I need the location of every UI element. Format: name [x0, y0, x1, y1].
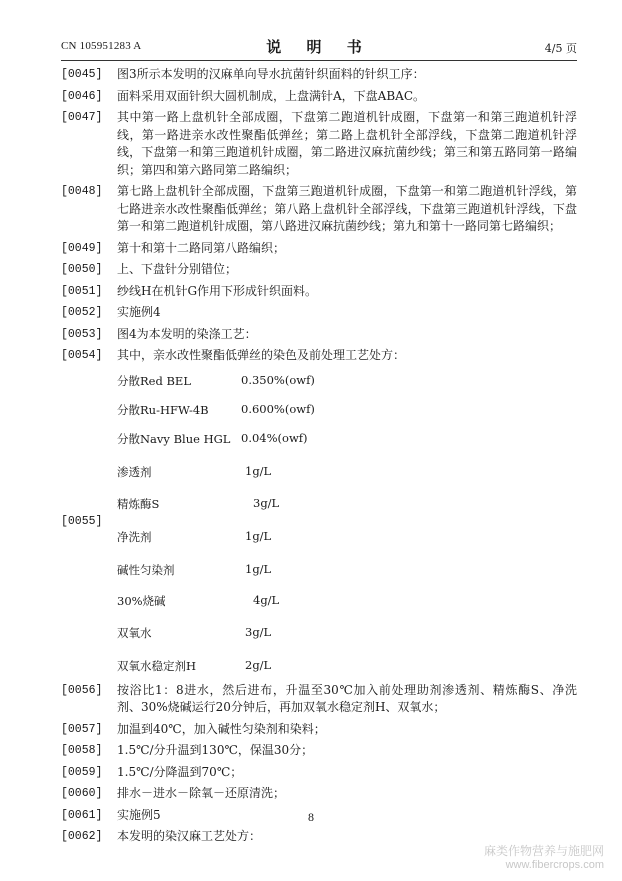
paragraph [61, 240, 577, 258]
paragraph [61, 88, 577, 106]
paragraph [61, 347, 577, 365]
paragraph-text: 1.5℃/分降温到70℃； [117, 764, 243, 779]
paragraph-text: 按浴比1：8进水，然后进布，升温至30℃加入前处理助剂渗透剂、精炼酶S、净洗剂、30%烧碱运行20分钟后，再加双氧水稳定剂H、双氧水； [117, 682, 577, 714]
paragraph-text: 纱线H在机针G作用下形成针织面料。 [117, 283, 318, 298]
watermark [484, 842, 604, 871]
paragraph-number: [0059] [61, 765, 103, 779]
header-rule [61, 60, 577, 61]
paragraphs-top [61, 66, 577, 365]
ingredient-name: 分散Ru-HFW-4B [117, 402, 209, 417]
paragraph-text: 图4为本发明的染涤工艺： [117, 326, 257, 341]
ingredient-name: 渗透剂 [117, 464, 152, 479]
paragraph-number: [0058] [61, 744, 103, 757]
paragraph-text: 上、下盘针分别错位； [117, 262, 238, 276]
paragraph-number: [0054] [61, 349, 103, 362]
paragraph-number: [0056] [61, 683, 103, 697]
page-number: 8 [308, 810, 314, 824]
watermark-url: www.fibercrops.com [505, 859, 604, 871]
paragraph-number: [0057] [61, 722, 103, 736]
paragraph-text: 其中，亲水改性聚酯低弹丝的染色及前处理工艺处方： [117, 348, 406, 362]
paragraph-text: 面料采用双面针织大圆机制成，上盘满针A，下盘ABAC。 [117, 88, 426, 103]
paragraph [61, 283, 577, 301]
paragraph-text: 图3所示本发明的汉麻单向导水抗菌针织面料的针织工序： [117, 67, 425, 81]
paragraph-number: [0047] [61, 111, 103, 124]
paragraph-number: [0053] [61, 327, 103, 341]
ingredient-name: 净洗剂 [117, 529, 152, 544]
ingredient-dosage: 3g/L [253, 495, 280, 510]
paragraph-number: [0060] [61, 787, 103, 800]
document-title: 说 明 书 [266, 38, 372, 56]
paragraph [61, 183, 577, 236]
paragraph-number: [0046] [61, 89, 103, 103]
paragraph-text: 第七路上盘机针全部成圈，下盘第三跑道机针成圈，下盘第一和第二跑道机针浮线，第七路进亲水改性聚酯低弹丝；第八路上盘机针全部浮线，下盘第三跑道机针浮线，下盘第一和第二跑道机针成圈，第八路进汉麻抗菌纱线；第九和第十一路同第七路编织； [117, 184, 577, 233]
ingredient-name: 分散Red BEL [117, 373, 191, 388]
paragraph [61, 682, 577, 717]
paragraph-number: [0062] [61, 830, 103, 843]
ingredient-dosage: 0.04%(owf) [241, 430, 308, 445]
paragraph-number: [0048] [61, 185, 103, 198]
paragraph [61, 326, 577, 344]
page-count: 4/5 页 [544, 42, 577, 55]
paragraph-number: [0049] [61, 241, 103, 255]
ingredient-dosage: 1g/L [245, 528, 272, 543]
paragraph-text: 实施例5 [117, 807, 161, 822]
ingredient-name: 双氧水 [117, 625, 152, 640]
ingredient-name: 精炼酶S [117, 496, 160, 511]
ingredient-dosage: 0.350%(owf) [241, 372, 315, 387]
paragraph-number: [0052] [61, 306, 103, 319]
paragraph [61, 109, 577, 179]
paragraph [61, 304, 577, 322]
paragraph-text: 实施例4 [117, 305, 161, 319]
watermark-site-name: 麻类作物营养与施肥网 [483, 844, 604, 858]
paragraph-number: [0050] [61, 263, 103, 276]
ingredient-dosage: 0.600%(owf) [241, 401, 315, 416]
paragraph [61, 261, 577, 279]
ingredient-dosage: 2g/L [245, 657, 272, 672]
paragraph-text: 排水－进水－除氧－还原清洗； [117, 786, 286, 800]
paragraph-text: 第十和第十二路同第八路编织； [117, 240, 286, 255]
paragraph-text: 加温到40℃，加入碱性匀染剂和染料； [117, 721, 326, 736]
publication-number: CN 105951283 A [61, 40, 142, 52]
page-header [61, 36, 577, 58]
formula-table [61, 369, 577, 678]
document-body [61, 66, 577, 850]
ingredient-name: 双氧水稳定剂H [117, 658, 197, 673]
paragraph-text: 本发明的染汉麻工艺处方： [117, 829, 262, 843]
paragraph-text: 其中第一路上盘机针全部成圈，下盘第二跑道机针成圈，下盘第一和第三跑道机针浮线，第一路进亲水改性聚酯低弹丝；第二路上盘机针全部浮线，下盘第二跑道机针浮线，下盘第一和第三跑道机针成圈，第二路进汉麻抗菌纱线；第三和第五路同第一路编织；第四和第六路同第二路编织； [117, 110, 577, 177]
paragraph [61, 742, 577, 760]
ingredient-name: 30%烧碱 [117, 593, 166, 608]
paragraph-number: [0045] [61, 68, 103, 81]
paragraph [61, 764, 577, 782]
ingredient-dosage: 3g/L [245, 624, 272, 639]
ingredient-dosage: 4g/L [253, 592, 280, 607]
ingredient-name: 分散Navy Blue HGL [117, 431, 231, 446]
ingredient-dosage: 1g/L [245, 463, 272, 478]
paragraph-number: [0055] [61, 514, 103, 528]
paragraph-number: [0051] [61, 284, 103, 298]
ingredient-dosage: 1g/L [245, 561, 272, 576]
paragraph-text: 1.5℃/分升温到130℃，保温30分； [117, 743, 314, 757]
paragraph [61, 785, 577, 803]
ingredient-name: 碱性匀染剂 [117, 562, 175, 577]
paragraph-number: [0061] [61, 808, 103, 822]
paragraph [61, 721, 577, 739]
paragraph [61, 66, 577, 84]
